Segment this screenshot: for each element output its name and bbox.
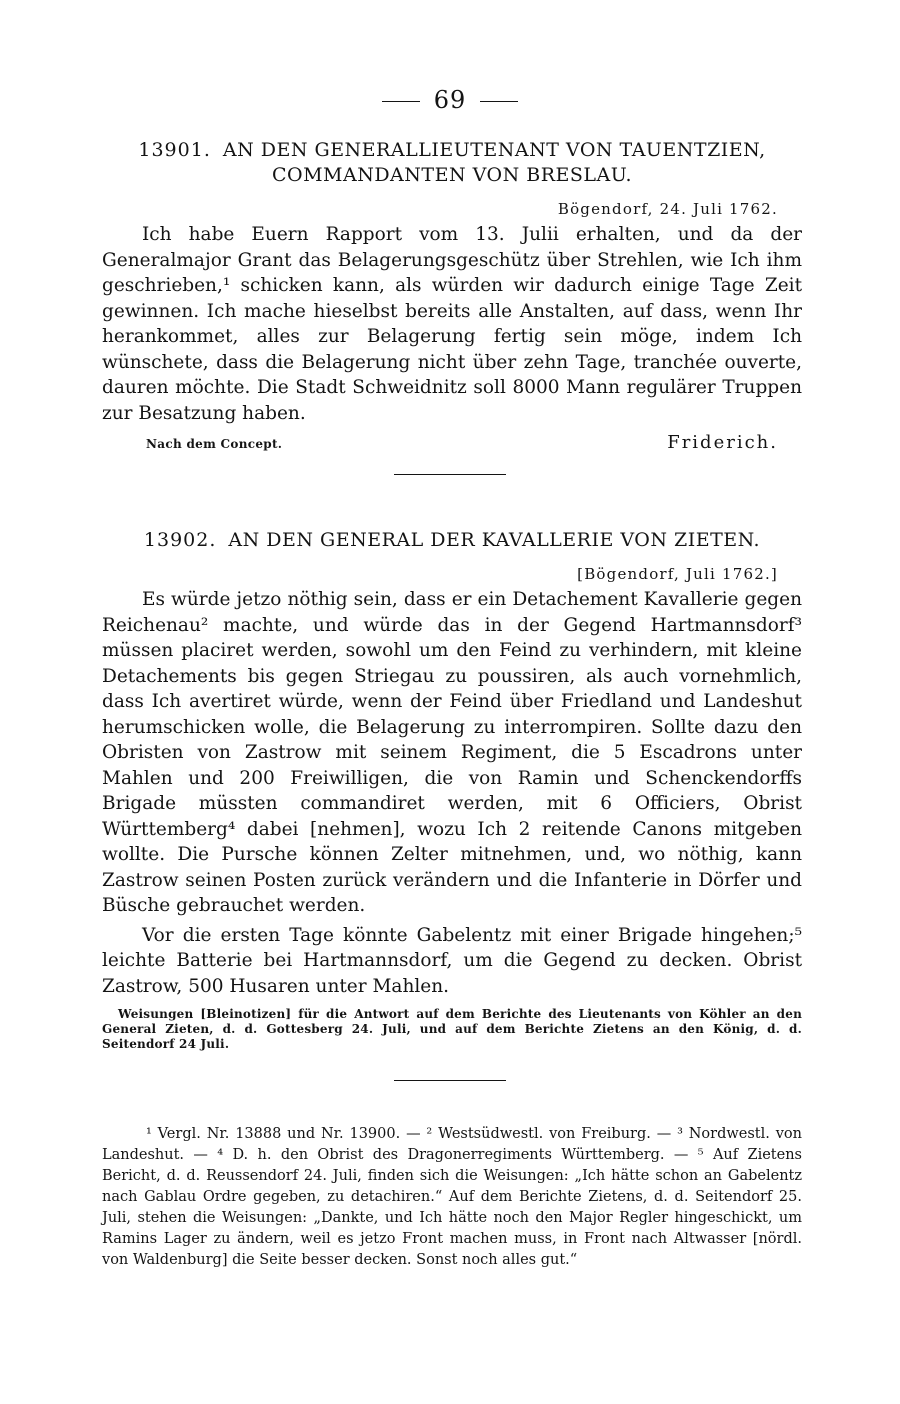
dateline: [Bögendorf, Juli 1762.] (577, 565, 778, 583)
letter-paragraph: Es würde jetzo nöthig sein, dass er ein Detachement Kavallerie gegen Reichenau² machte, und würde das in der Gegend Hartmannsdorf³ müssen placiret werden, sowohl um den Feind zu verhindern, mit kleine Detachements bis gegen Striegau zu poussiren, als auch vornehmlich, dass Ich avertiret würde, wenn der Feind über Friedland und Landeshut herumschicken wolle, die Belagerung zu interrompiren. Sollte dazu den Obristen von Zastrow mit seinem Regiment, die 5 Escadrons unter Mahlen und 200 Freiwilligen, die von Ramin und Schenckendorffs Brigade müssten commandiret werden, mit 6 Officiers, Obrist Württemberg⁴ dabei [nehmen], wozu Ich 2 reitende Canons mitgeben wollte. Die Pursche können Zelter mitnehmen, und, wo nöthig, kann Zastrow seinen Posten zurück verändern und die Infanterie in Dörfer und Büsche gebrauchet werden. (102, 589, 802, 916)
editorial-note: Weisungen [Bleinotizen] für die Antwort auf dem Berichte des Lieutenants von Köhler an den General Zieten, d. d. Gottesberg 24. Juli, und auf dem Berichte Zietens an den König, d. d. Seitendorf 24 Juli. (102, 1007, 802, 1051)
signature: Friderich. (667, 432, 778, 453)
footnote-text: ¹ Vergl. Nr. 13888 und Nr. 13900. — ² Westsüdwestl. von Freiburg. — ³ Nordwestl. von Landeshut. — ⁴ D. h. den Obrist des Dragonerregiments Württemberg. — ⁵ Auf Zietens Bericht, d. d. Reussendorf 24. Juli, finden sich die Weisungen: „Ich hätte schon an Gabelentz nach Gablau Ordre gegeben, zu detachiren.“ Auf dem Berichte Zietens, d. d. Seitendorf 25. Juli, stehen die Weisungen: „Dankte, und Ich hätte noch den Major Regler hingeschickt, um Ramins Lager zu ändern, weil es jetzo Front machen muss, in Front nach Altwasser [nördl. von Waldenburg] die Seite besser decken. Sonst noch alles gut.“ (102, 1126, 802, 1268)
page-number-text: 69 (433, 86, 467, 114)
page-number (0, 86, 900, 114)
dateline: Bögendorf, 24. Juli 1762. (557, 200, 778, 218)
letter-paragraph: Ich habe Euern Rapport vom 13. Julii erhalten, und da der Generalmajor Grant das Belagerungsgeschütz über Strehlen, wie Ich ihm geschrieben,¹ schicken kann, als würden wir dadurch einige Tage Zeit gewinnen. Ich mache hieselbst bereits alle Anstalten, auf dass, wenn Ihr herankommet, alles zur Belagerung fertig sein möge, indem Ich wünschete, dass die Belagerung nicht über zehn Tage, tranchée ouverte, dauren möchte. Die Stadt Schweidnitz soll 8000 Mann regulärer Truppen zur Besatzung haben. (102, 224, 802, 424)
letter-heading (102, 138, 802, 188)
heading-line-2: COMMANDANTEN VON BRESLAU. (271, 164, 633, 186)
page-number-rule-right (480, 101, 518, 102)
letter-paragraph: Vor die ersten Tage könnte Gabelentz mit einer Brigade hingehen;⁵ leichte Batterie bei Hartmannsdorf, um die Gegend zu decken. Obrist Zastrow, 500 Husaren unter Mahlen. (102, 924, 802, 997)
source-row (102, 432, 802, 453)
letter-13902 (102, 528, 802, 1064)
section-divider (394, 474, 506, 475)
section-divider (394, 1080, 506, 1081)
letter-13901 (102, 138, 802, 453)
heading-line-1: AN DEN GENERAL DER KAVALLERIE VON ZIETEN. (228, 529, 761, 551)
letter-heading (102, 528, 802, 553)
heading-line-1: AN DEN GENERALLIEUTENANT VON TAUENTZIEN, (222, 139, 766, 161)
source-note: Nach dem Concept. (146, 437, 283, 451)
letter-number: 13902. (143, 529, 217, 551)
letter-number: 13901. (138, 139, 211, 161)
page-number-rule-left (382, 101, 420, 102)
footnotes (102, 1124, 802, 1271)
